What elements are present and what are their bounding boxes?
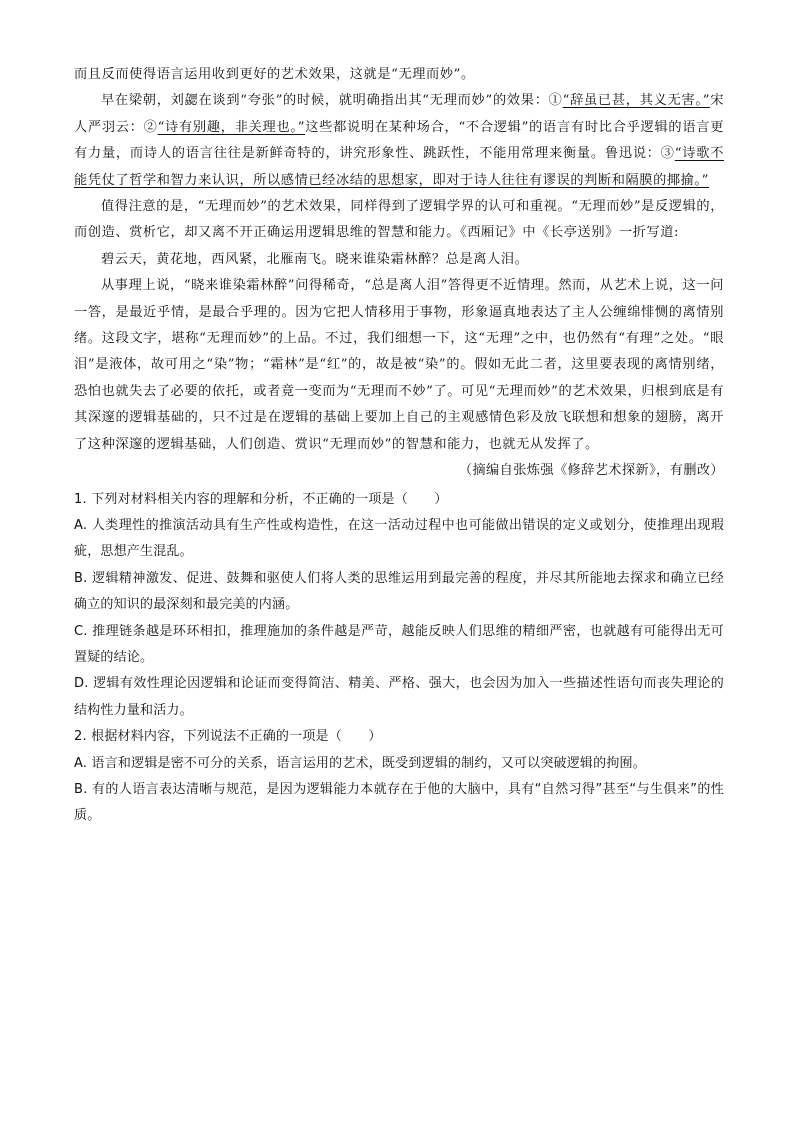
question-section bbox=[74, 487, 724, 830]
paragraph-1-text-b: 宋人严羽云：② bbox=[74, 93, 724, 135]
poem-quote: 碧云天，黄花地，西风紧，北雁南飞。晓来谁染霜林醉？总是离人泪。 bbox=[101, 251, 529, 267]
question-1-option-d: D. 逻辑有效性理论因逻辑和论证而变得简洁、精美、严格、强大，也会因为加入一些描述性语句而丧失理论的结构性力量和活力。 bbox=[74, 676, 724, 718]
underlined-quote-2: “诗有别趣，非关理也。” bbox=[157, 119, 306, 135]
question-1-option-a: A. 人类理性的推演活动具有生产性或构造性，在这一活动过程中也可能做出错误的定义或划分，使推理出现瑕疵，思想产生混乱。 bbox=[74, 517, 724, 560]
passage-source: （摘编自张炼强《修辞艺术探新》，有删改） bbox=[458, 463, 724, 479]
passage-paragraph-0: 而且反而使得语言运用收到更好的艺术效果，这就是“无理而妙”。 bbox=[74, 67, 475, 82]
underlined-quote-3: “诗歌不能凭仗了哲学和智力来认识，所以感情已经冰结的思想家，即对于诗人往往有谬误的判断和隔膜的揶揄。” bbox=[74, 146, 724, 188]
paragraph-1-text-a: 早在梁朝，刘勰在谈到“夸张”的时候，就明确指出其“无理而妙”的效果：① bbox=[101, 93, 563, 109]
paragraph-1-text-c: 这些都说明在某种场合，“不合逻辑”的语言有时比合乎逻辑的语言更有力量，而诗人的语言往往是新鲜奇特的，讲究形象性、跳跃性，不能用常理来衡量。鲁迅说：③ bbox=[74, 119, 724, 162]
question-2-option-b: B. 有的人语言表达清晰与规范，是因为逻辑能力本就存在于他的大脑中，具有“自然习得”甚至“与生俱来”的性质。 bbox=[74, 781, 724, 824]
passage-paragraph-1 bbox=[74, 88, 724, 194]
question-1-stem: 1. 下列对材料相关内容的理解和分析，不正确的一项是（ ） bbox=[74, 491, 448, 507]
reading-passage bbox=[74, 62, 724, 485]
passage-paragraph-3: 从事理上说，“晓来谁染霜林醉”问得稀奇，“总是离人泪”答得更不近情理。然而，从艺术上说，这一问一答，是最近乎情，是最合乎理的。因为它把人情移用于事物，形象逼真地表达了主人公缠绵悱恻的离情别绪。这段文字，堪称“无理而妙”的上品。不过，我们细想一下，这“无理”之中，也仍然有“有理”之处。“眼泪”是液体，故可用之“染”物；“霜林”是“红”的，故是被“染”的。假如无此二者，这里要表现的离情别绪，恐怕也就失去了必要的依托，或者竟一变而为“无理而不妙”了。可见“无理而妙”的艺术效果，归根到底是有其深邃的逻辑基础的，只不过是在逻辑的基础上要加上自己的主观感情色彩及放飞联想和想象的翅膀，离开了这种深邃的逻辑基础，人们创造、赏识“无理而妙”的智慧和能力，也就无从发挥了。 bbox=[74, 278, 724, 452]
passage-paragraph-2: 值得注意的是，“无理而妙”的艺术效果，同样得到了逻辑学界的认可和重视。“无理而妙”是反逻辑的，而创造、赏析它，却又离不开正确运用逻辑思维的智慧和能力。《西厢记》中《长亭送别》一折写道: bbox=[74, 199, 724, 241]
question-2-option-a: A. 语言和逻辑是密不可分的关系，语言运用的艺术，既受到逻辑的制约，又可以突破逻辑的拘囿。 bbox=[74, 755, 646, 771]
question-1-option-c: C. 推理链条越是环环相扣，推理施加的条件越是严苛，越能反映人们思维的精细严密，也就越有可能得出无可置疑的结论。 bbox=[74, 623, 724, 665]
question-1-option-b: B. 逻辑精神激发、促进、鼓舞和驱使人们将人类的思维运用到最完善的程度，并尽其所能地去探求和确立已经确立的知识的最深刻和最完美的内涵。 bbox=[74, 570, 724, 613]
underlined-quote-1: “辞虽已甚，其义无害。” bbox=[562, 93, 711, 109]
question-2-stem: 2. 根据材料内容，下列说法不正确的一项是（ ） bbox=[74, 729, 382, 745]
